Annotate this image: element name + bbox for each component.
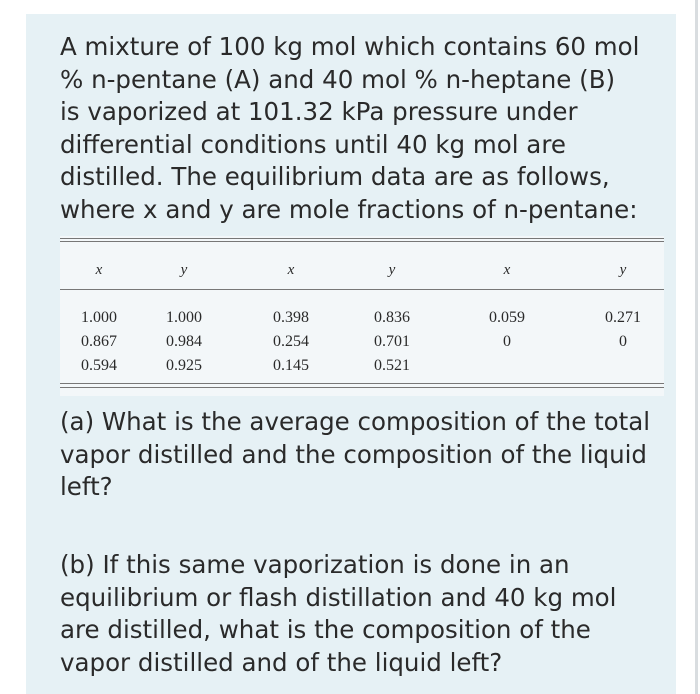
- table-cell: 0.254: [273, 333, 309, 350]
- table-top-rule-2: [60, 241, 664, 242]
- table-cell: 0.271: [605, 309, 641, 326]
- table-cell: [582, 354, 664, 378]
- table-cell: 0: [503, 333, 511, 350]
- question-b: [60, 549, 650, 679]
- table-row: [60, 306, 664, 330]
- question-a-line: (a) What is the average composition of the total: [60, 407, 651, 436]
- table-cell: 0.701: [374, 333, 410, 350]
- table-row: [60, 330, 664, 354]
- table-cell: 0.867: [81, 333, 117, 350]
- table-cell: 0.984: [166, 333, 202, 350]
- col-header-x2: x: [287, 261, 295, 278]
- question-b-line: equilibrium or flash distillation and 40 kg mol: [60, 582, 617, 612]
- table-header-row: [60, 254, 664, 286]
- question-b-line: are distilled, what is the composition of the: [60, 615, 591, 644]
- equilibrium-table: [60, 236, 664, 396]
- table-cell: 0.398: [273, 309, 309, 326]
- col-header-x1: x: [95, 261, 103, 278]
- equilibrium-data: [60, 254, 664, 378]
- table-cell: 0.059: [489, 309, 525, 326]
- question-b-line: vapor distilled and of the liquid left?: [60, 647, 503, 677]
- table-cell: 0.925: [166, 357, 202, 374]
- table-bottom-rule-2: [60, 387, 664, 388]
- question-a-line: left?: [60, 472, 113, 501]
- question-b-line: (b) If this same vaporization is done in an: [60, 550, 570, 579]
- statement-line: % n-pentane (A) and 40 mol % n-heptane (B): [60, 64, 616, 94]
- question-a: [60, 406, 650, 504]
- table-cell: 0: [619, 333, 627, 350]
- table-top-rule: [60, 238, 664, 239]
- table-cell: 0.594: [81, 357, 117, 374]
- col-header-y3: y: [619, 261, 627, 278]
- statement-line: A mixture of 100 kg mol which contains 60 mol: [60, 32, 640, 61]
- table-cell: 1.000: [81, 309, 117, 326]
- table-cell: 0.521: [374, 357, 410, 374]
- table-row: [60, 354, 664, 378]
- question-a-line: vapor distilled and the composition of the liquid: [60, 439, 647, 469]
- table-cell: 1.000: [166, 309, 202, 326]
- problem-statement: [60, 31, 650, 226]
- table-cell: 0.836: [374, 309, 410, 326]
- col-header-y2: y: [388, 261, 396, 278]
- scroll-edge: [695, 0, 698, 694]
- table-bottom-rule: [60, 383, 664, 384]
- statement-line: is vaporized at 101.32 kPa pressure under: [60, 97, 578, 126]
- table-cell: 0.145: [273, 357, 309, 374]
- col-header-y1: y: [180, 261, 188, 278]
- col-header-x3: x: [503, 261, 511, 278]
- statement-line: where x and y are mole fractions of n-pentane:: [60, 194, 638, 224]
- table-cell: [432, 354, 582, 378]
- statement-line: distilled. The equilibrium data are as follows,: [60, 162, 610, 191]
- statement-line: differential conditions until 40 kg mol are: [60, 129, 566, 159]
